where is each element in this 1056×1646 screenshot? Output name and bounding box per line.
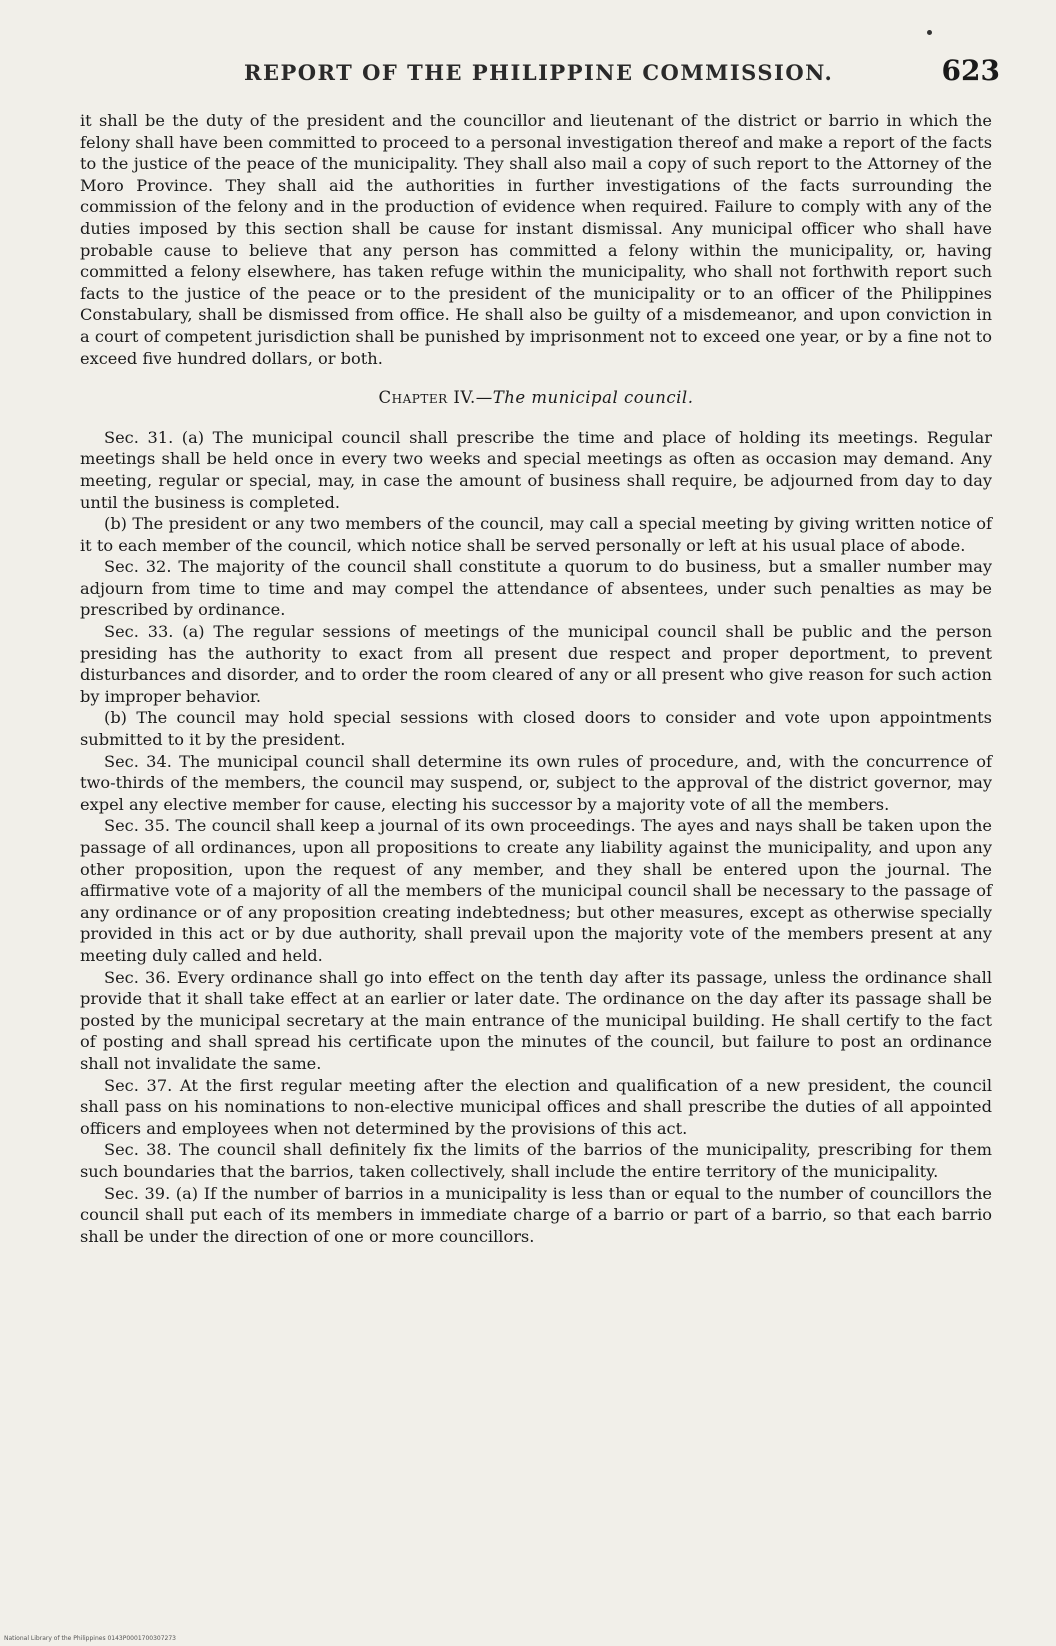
print-speck <box>927 30 932 35</box>
page-header <box>230 54 1010 94</box>
section-34: Sec. 34. The municipal council shall determine its own rules of procedure, and, with the concurrence of two-thirds of the members, the council may suspend, or, subject to the approval of the district governor, may expel any elective member for cause, electing his successor by a majority vote of all the members. <box>80 751 992 814</box>
section-39a: Sec. 39. (a) If the number of barrios in a municipality is less than or equal to the number of councillors the council shall put each of its members in immediate charge of a barrio or part of a barrio, so that each barrio shall be under the direction of one or more councillors. <box>80 1183 992 1246</box>
section-38: Sec. 38. The council shall definitely fix the limits of the barrios of the municipality, prescribing for them such boundaries that the barrios, taken collectively, shall include the entire territory of the municipality. <box>80 1140 992 1181</box>
section-33b: (b) The council may hold special sessions with closed doors to consider and vote upon appointments submitted to it by the president. <box>80 708 992 750</box>
section-31a: Sec. 31. (a) The municipal council shall prescribe the time and place of holding its meetings. Regular meetings shall be held once in every two weeks and special meetings as often as occasion may demand. Any meeting, regular or special, may, in case the amount of business shall require, be adjourned from day to day until the business is completed. <box>80 427 992 512</box>
document-body <box>80 110 992 1247</box>
section-33a: Sec. 33. (a) The regular sessions of meetings of the municipal council shall be public and the person presiding has the authority to exact from all present due respect and proper deportment, to prevent disturbances and disorder, and to order the room cleared of any or all present who give reason for such action by improper behavior. <box>80 622 992 706</box>
chapter-heading <box>80 387 992 409</box>
scan-credit: National Library of the Philippines 0143P0001700307273 <box>4 1635 176 1642</box>
section-35: Sec. 35. The council shall keep a journal of its own proceedings. The ayes and nays shall be taken upon the passage of all ordinances, upon all propositions to create any liability against the municipality, and upon any other proposition, upon the request of any member, and they shall be entered upon the journal. The affirmative vote of a majority of all the members of the municipal council shall be necessary to the passage of any ordinance or of any proposition creating indebtedness; but other measures, except as otherwise specially provided in this act or by due authority, shall prevail upon the majority vote of the members present at any meeting duly called and held. <box>80 816 992 965</box>
running-head: REPORT OF THE PHILIPPINE COMMISSION. <box>244 60 834 85</box>
section-36: Sec. 36. Every ordinance shall go into effect on the tenth day after its passage, unless the ordinance shall provide that it shall take effect at an earlier or later date. The ordinance on the day after its passage shall be posted by the municipal secretary at the main entrance of the municipal building. He shall certify to the fact of posting and shall spread his certificate upon the minutes of the council, but failure to post an ordinance shall not invalidate the same. <box>80 967 992 1073</box>
chapter-title: —The municipal council. <box>475 388 694 408</box>
chapter-label: Chapter IV. <box>378 388 476 408</box>
section-37: Sec. 37. At the first regular meeting after the election and qualification of a new president, the council shall pass on his nominations to non-elective municipal offices and shall prescribe the duties of all appointed officers and employees when not determined by the provisions of this act. <box>80 1075 992 1138</box>
continued-paragraph: it shall be the duty of the president and the councillor and lieutenant of the district or barrio in which the felony shall have been committed to proceed to a personal investigation thereof and make a report of the facts to the justice of the peace of the municipality. They shall also mail a copy of such report to the Attorney of the Moro Province. They shall aid the authorities in further investigations of the facts surrounding the commission of the felony and in the production of evidence when required. Failure to comply with any of the duties imposed by this section shall be cause for instant dismissal. Any municipal officer who shall have probable cause to believe that any person has committed a felony within the municipality, or, having committed a felony elsewhere, has taken refuge within the municipality, who shall not forthwith report such facts to the justice of the peace or to the president of the municipality or to an officer of the Philippines Constabulary, shall be dismissed from office. He shall also be guilty of a misdemeanor, and upon conviction in a court of competent jurisdiction shall be punished by imprisonment not to exceed one year, or by a fine not to exceed five hundred dollars, or both. <box>80 111 992 368</box>
page-number: 623 <box>941 54 1000 87</box>
section-32: Sec. 32. The majority of the council shall constitute a quorum to do business, but a smaller number may adjourn from time to time and may compel the attendance of absentees, under such penalties as may be prescribed by ordinance. <box>80 557 992 620</box>
section-31b: (b) The president or any two members of the council, may call a special meeting by giving written notice of it to each member of the council, which notice shall be served personally or left at his usual place of abode. <box>80 514 992 555</box>
